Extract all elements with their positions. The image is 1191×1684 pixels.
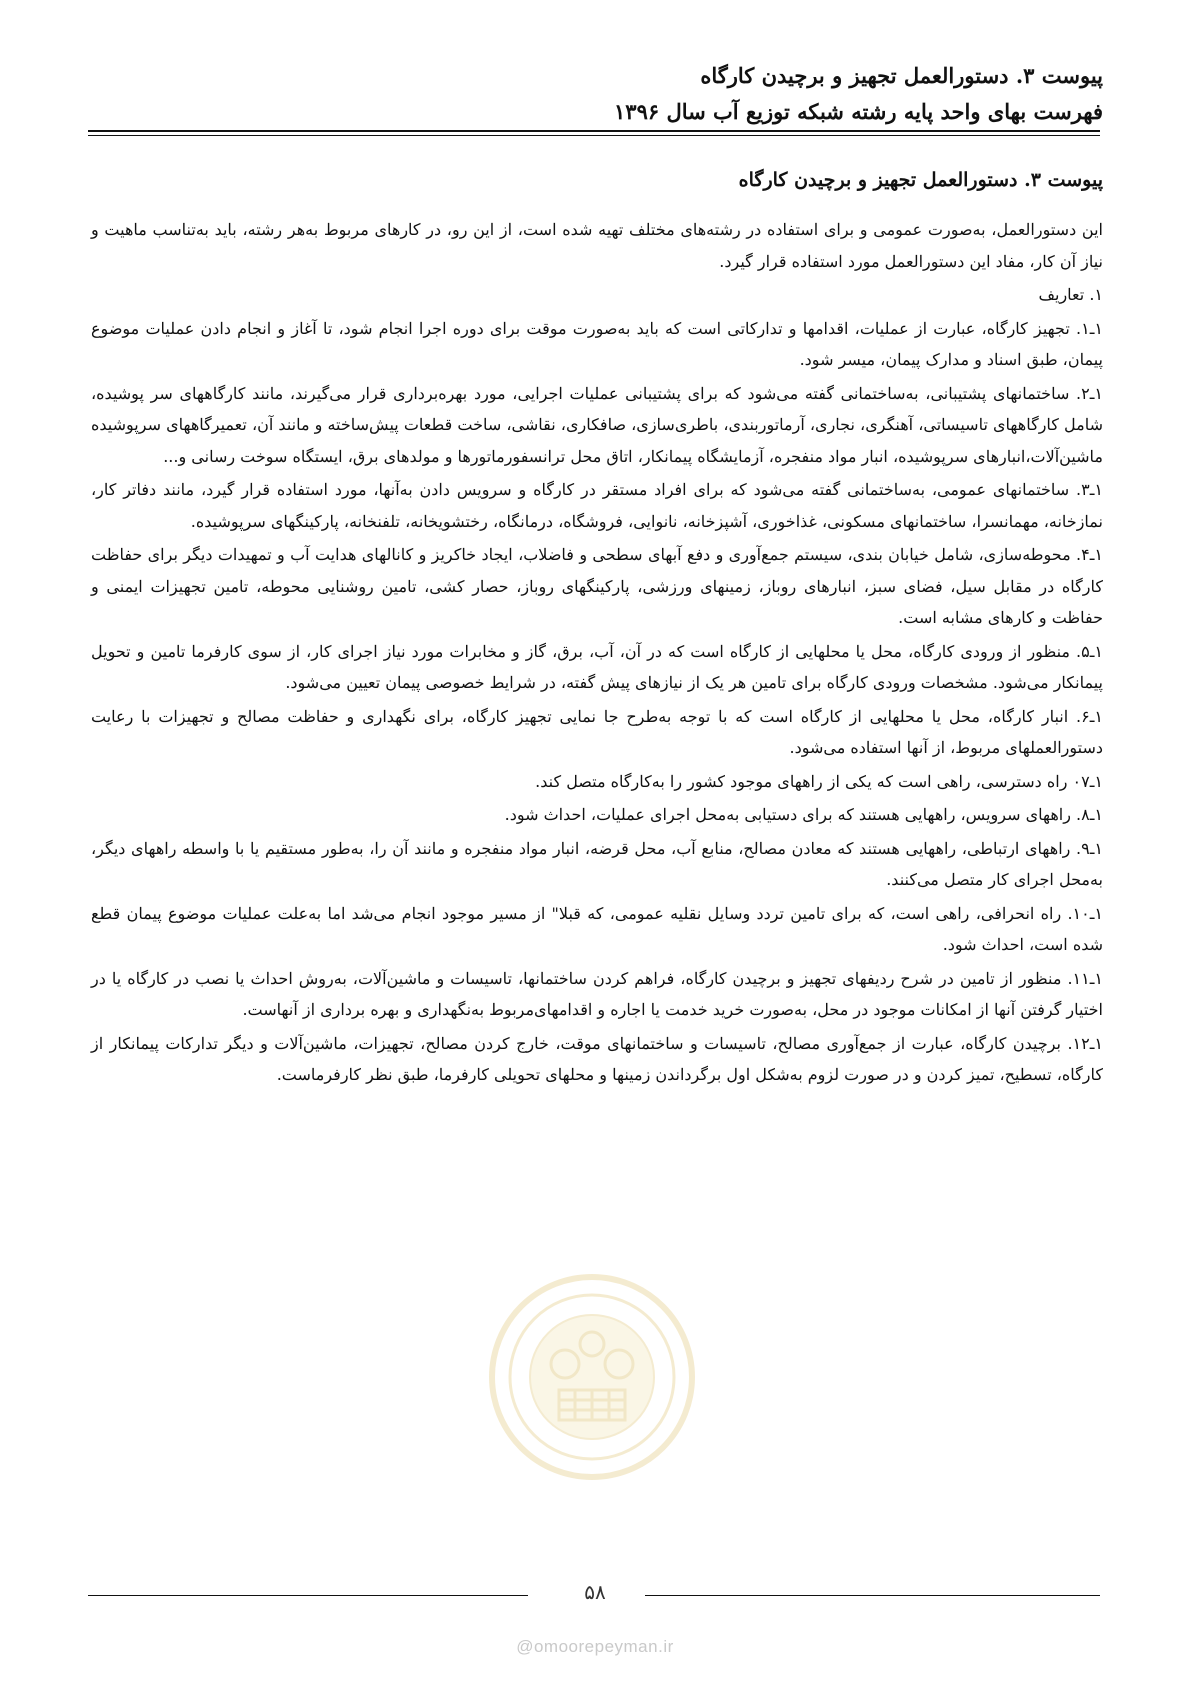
header-title: پیوست ۳. دستورالعمل تجهیز و برچیدن کارگاه <box>700 63 1103 88</box>
definition-1-6: ۱ـ۶. انبار کارگاه، محل یا محلهایی از کارگاه است که با توجه به‌طرح جا نمایی تجهیز کارگاه، برای نگهداری و حفاظت مصالح و تجهیزات با رعایت دستورالعملهای مربوط، از آنها استفاده می‌شود. <box>91 706 1104 757</box>
page-number: ۵۸ <box>584 1580 606 1604</box>
section-title: پیوست ۳. دستورالعمل تجهیز و برچیدن کارگاه <box>738 169 1103 191</box>
definition-1-1: ۱ـ۱. تجهیز کارگاه، عبارت از عملیات، اقدامها و تدارکاتی است که باید به‌صورت موقت برای دوره اجرا انجام شود، تا آغاز و انجام دادن عملیات موضوع پیمان، طبق اسناد و مدارک پیمان، میسر شود. <box>91 318 1104 369</box>
definition-1-12: ۱ـ۱۲. برچیدن کارگاه، عبارت از جمع‌آوری مصالح، تاسیسات و ساختمانهای موقت، خارج کردن مصالح، تجهیزات، ماشین‌آلات و دیگر تدارکات پیمانکار از کارگاه، تسطیح، تمیز کردن و در صورت لزوم به‌شکل اول برگرداندن زمینها و محلهای تحویلی کارفرما، طبق نظر کارفرماست. <box>91 1033 1103 1084</box>
page-content <box>91 168 1103 1093</box>
definition-1-10: ۱ـ۱۰. راه انحرافی، راهی است، که برای تامین تردد وسایل نقلیه عمومی، که قبلا" از مسیر موجود انجام می‌شد اما به‌علت عملیات موضوع پیمان قطع شده است، احداث شود. <box>91 903 1103 954</box>
header-subtitle: فهرست بهای واحد پایه رشته شبکه توزیع آب سال ۱۳۹۶ <box>614 99 1103 124</box>
website-watermark: @omoorepeyman.ir <box>516 1637 674 1656</box>
header-rule-thick <box>88 130 1100 132</box>
definition-1-11: ۱ـ۱۱. منظور از تامین در شرح ردیفهای تجهیز و برچیدن کارگاه، فراهم کردن ساختمانها، تاسیسات و ماشین‌آلات، به‌روش احداث یا نصب در کارگاه یا در اختیار گرفتن آنها از امکانات موجود در محل، به‌صورت خرید خدمت یا اجاره و اقدامهای‌مربوط به‌نگهداری و بهره برداری از آنهاست. <box>91 968 1103 1019</box>
definition-1-5: ۱ـ۵. منظور از ورودی کارگاه، محل یا محلهایی از کارگاه است که در آن، آب، برق، گاز و مخابرات مورد نیاز اجرای کار، از سوی کارفرما تامین و تحویل پیمانکار می‌شود. مشخصات ورودی کارگاه برای تامین هر یک از نیازهای پیش گفته، در شرایط خصوصی پیمان تعیین می‌شود. <box>91 641 1103 692</box>
footer-rule-left <box>88 1595 528 1596</box>
definition-1-4: ۱ـ۴. محوطه‌سازی، شامل خیابان بندی، سیستم جمع‌آوری و دفع آبهای سطحی و فاضلاب، ایجاد خاکریز و کانالهای هدایت آب و تمهیدات دیگر برای حفاظت کارگاه در مقابل سیل، فضای سبز، انبارهای روباز، زمینهای ورزشی، پارکینگهای روباز، حصار کشی، تامین روشنایی محوطه، تامین تجهیزات ایمنی و حفاظت و کارهای مشابه است. <box>91 545 1103 627</box>
running-header <box>83 58 1103 130</box>
intro-paragraph: این دستورالعمل، به‌صورت عمومی و برای استفاده در رشته‌های مختلف تهیه شده است، از این رو، در کارهای مربوط به‌هر رشته، باید به‌تناسب ماهیت و نیاز آن کار، مفاد این دستورالعمل مورد استفاده قرار گیرد. <box>91 220 1103 271</box>
definitions-heading: ۱. تعاریف <box>1038 285 1103 304</box>
definition-1-9: ۱ـ۹. راههای ارتباطی، راههایی هستند که معادن مصالح، منابع آب، محل قرضه، انبار مواد منفجره و مانند آن را، به‌طور مستقیم یا با واسطه راههای دیگر، به‌محل اجرای کار متصل می‌کنند. <box>91 838 1103 889</box>
publisher-seal-icon <box>487 1272 697 1482</box>
header-rule-thin <box>88 135 1100 136</box>
definition-1-7: ۱ـ۰۷ راه دسترسی، راهی است که یکی از راههای موجود کشور را به‌کارگاه متصل کند. <box>535 771 1103 791</box>
definition-1-3: ۱ـ۳. ساختمانهای عمومی، به‌ساختمانی گفته می‌شود که برای افراد مستقر در کارگاه و سرویس دادن به‌آنها، مورد استفاده قرار گیرد، مانند دفاتر کار، نمازخانه، مهمانسرا، ساختمانهای مسکونی، غذاخوری، آشپزخانه، نانوایی، فروشگاه، درمانگاه، رختشویخانه، تلفنخانه، پارکینگهای سرپوشیده. <box>91 480 1103 531</box>
definition-1-2: ۱ـ۲. ساختمانهای پشتیبانی، به‌ساختمانی گفته می‌شود که برای پشتیبانی عملیات اجرایی، مورد بهره‌برداری قرار می‌گیرند، مانند کارگاههای سر پوشیده، شامل کارگاههای تاسیساتی، آهنگری، نجاری، آرماتوربندی، باطری‌سازی، صافکاری، نقاشی، ساخت قطعات پیش‌ساخته و مانند آن، تعمیرگاههای سرپوشیده ماشین‌آلات،انبارهای سرپوشیده، انبار مواد منفجره، آزمایشگاه پیمانکار، اتاق محل ترانسفورماتورها و مولدهای برق، ایستگاه سوخت رسانی و... <box>91 383 1103 466</box>
definition-1-8: ۱ـ۸. راههای سرویس، راههایی هستند که برای دستیابی به‌محل اجرای عملیات، احداث شود. <box>504 805 1103 824</box>
footer-rule-right <box>645 1595 1100 1596</box>
